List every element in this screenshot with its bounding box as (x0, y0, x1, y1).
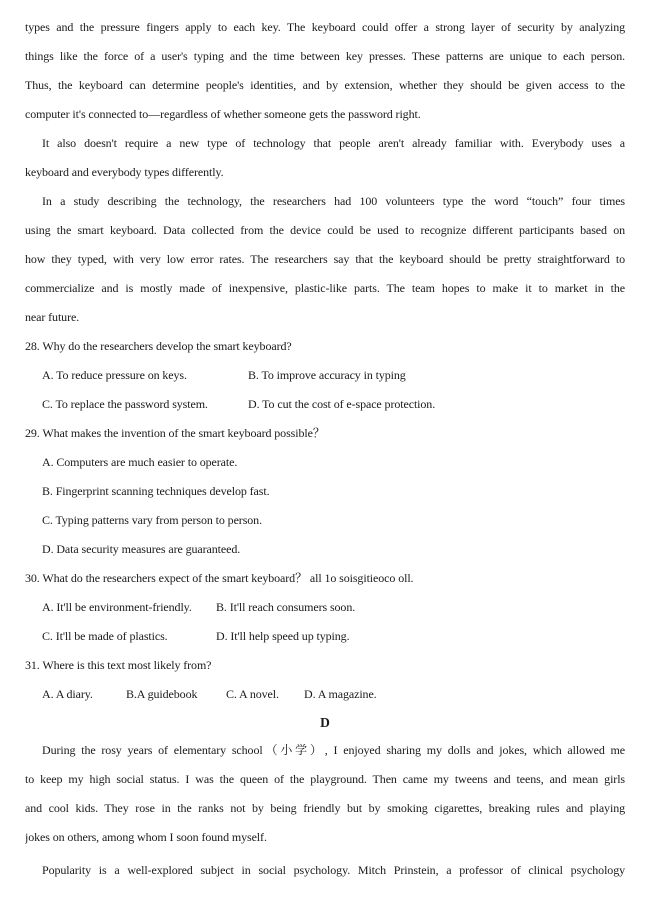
section-heading-d: D (320, 715, 330, 730)
question-28-options-row-1 (25, 361, 625, 390)
option-31-C: C. A novel. (226, 687, 279, 701)
paragraph (25, 187, 625, 332)
passage-line: Popularity is a well-explored subject in social psychology. Mitch Prinstein, a professor of clinical psychology (42, 863, 625, 877)
question-31 (25, 651, 625, 709)
option-28-D: D. To cut the cost of e-space protection. (248, 397, 436, 411)
passage-line: Thus, the keyboard can determine people's identities, and by extension, whether they should be given access to the (25, 78, 625, 92)
passage-line: jokes on others, among whom I soon found myself. (25, 830, 267, 844)
passage-line: In a study describing the technology, the researchers had 100 volunteers type the word “touch” four times (42, 194, 625, 208)
passage-line: commercialize and is mostly made of inexpensive, plastic-like parts. The team hopes to make it to market in the (25, 281, 625, 295)
question-30-stem: 30. What do the researchers expect of the smart keyboard？ all 1o soisgitieoco oll. (25, 571, 414, 585)
question-31-options-row (25, 680, 625, 709)
passage-line: It also doesn't require a new type of technology that people aren't already familiar with. Everybody uses a (42, 136, 625, 150)
paragraph (25, 13, 625, 129)
passage-line: keyboard and everybody types differently. (25, 165, 224, 179)
option-31-A: A. A diary. (42, 687, 93, 701)
question-30-options-row-2 (25, 622, 625, 651)
paragraph (25, 856, 625, 885)
question-28 (25, 332, 625, 419)
passage-line: types and the pressure fingers apply to each key. The keyboard could offer a strong layer of security by analyzing (25, 20, 625, 34)
option-28-A: A. To reduce pressure on keys. (42, 368, 187, 382)
passage-line: to keep my high social status. I was the queen of the playground. Then came my tweens and teens, and mean girls (25, 772, 625, 786)
option-29-C: C. Typing patterns vary from person to person. (42, 513, 262, 527)
question-31-stem: 31. Where is this text most likely from? (25, 658, 212, 672)
passage-line: During the rosy years of elementary school（小学）, I enjoyed sharing my dolls and jokes, which allowed me (42, 743, 625, 757)
question-30 (25, 564, 625, 651)
passage-line: things like the force of a user's typing and the time between key presses. These patterns are unique to each person. (25, 49, 625, 63)
question-28-options-row-2 (25, 390, 625, 419)
option-28-B: B. To improve accuracy in typing (248, 368, 406, 382)
option-30-B: B. It'll reach consumers soon. (216, 600, 356, 614)
option-28-C: C. To replace the password system. (42, 397, 208, 411)
question-30-options-row-1 (25, 593, 625, 622)
passage-line: near future. (25, 310, 80, 324)
paragraph (25, 129, 625, 187)
option-29-B: B. Fingerprint scanning techniques develop fast. (42, 484, 270, 498)
question-29 (25, 419, 625, 564)
paragraph (25, 736, 625, 852)
option-30-C: C. It'll be made of plastics. (42, 629, 168, 643)
option-29-A: A. Computers are much easier to operate. (42, 455, 238, 469)
passage-line: and cool kids. They rose in the ranks not by being friendly but by smoking cigarettes, breaking rules and playing (25, 801, 625, 815)
passage-keyboard (25, 13, 625, 332)
option-31-D: D. A magazine. (304, 687, 377, 701)
option-31-B: B.A guidebook (126, 687, 198, 701)
option-29-D: D. Data security measures are guaranteed. (42, 542, 241, 556)
question-29-stem: 29. What makes the invention of the smart keyboard possible？ (25, 426, 325, 440)
passage-line: how they typed, with very low error rates. The researchers say that the keyboard should be pretty straightforward to (25, 252, 625, 266)
passage-popularity (25, 736, 625, 885)
option-30-D: D. It'll help speed up typing. (216, 629, 350, 643)
option-30-A: A. It'll be environment-friendly. (42, 600, 192, 614)
passage-line: computer it's connected to—regardless of whether someone gets the password right. (25, 107, 421, 121)
passage-line: using the smart keyboard. Data collected from the device could be used to recognize different participants based on (25, 223, 625, 237)
question-28-stem: 28. Why do the researchers develop the smart keyboard? (25, 339, 292, 353)
